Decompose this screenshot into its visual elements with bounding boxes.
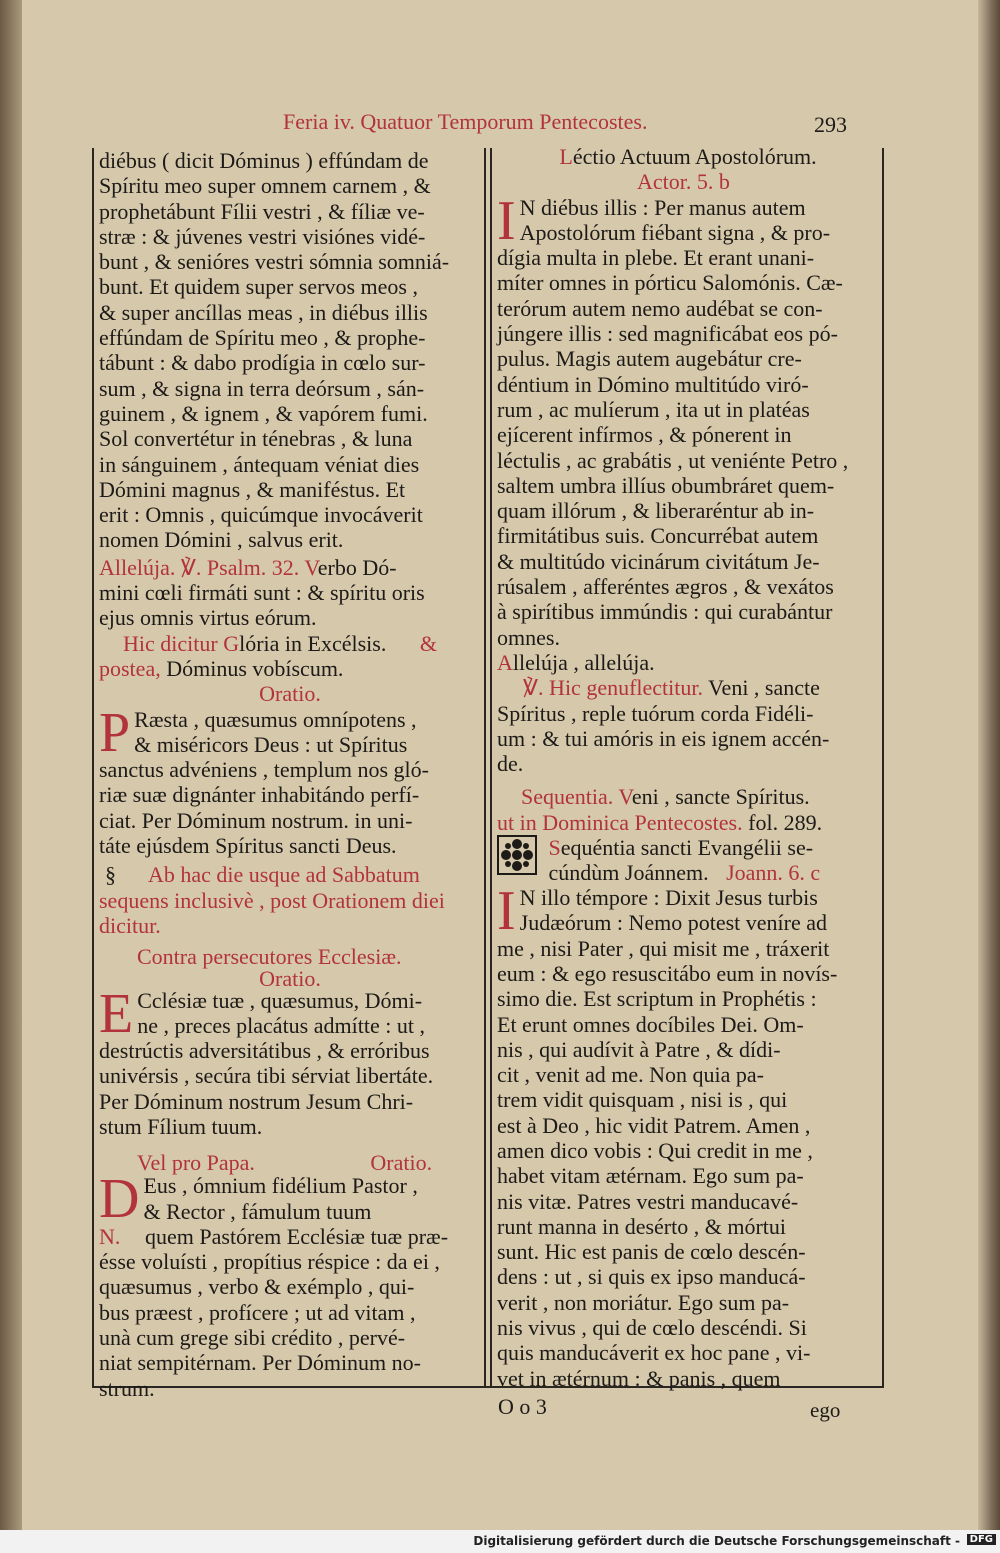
text-line: mini cœli firmáti sunt : & spíritu oris [99,580,425,606]
text-line: déntium in Dómino multitúdo viró- [497,371,809,397]
actor-reference: Actor. 5. b [637,169,730,195]
text-line: amen dico vobis : Qui credit in me , [497,1137,813,1163]
papa-heading-line [99,1150,481,1176]
text-line: est à Deo , hic vidit Patrem. Amen , [497,1112,811,1138]
text-line: runt manna in desérto , & mórtui [497,1213,786,1239]
text-line: bus præest , profícere ; ut ad vitam , [99,1299,416,1325]
gloria-ampersand: & [419,630,437,656]
papa-n-mark: N. [99,1223,121,1249]
dominica-rubric: ut in Dominica Pentecostes. [497,809,743,835]
text-line: Cclésiæ tuæ , quæsumus, Dómi- [137,987,423,1013]
genuflect-rubric: ℣. Hic genuflectitur. [523,675,703,701]
text-line: unà cum grege sibi crédito , pervé- [99,1325,406,1351]
text-line: à spirítibus immúndis : qui curabántur [497,599,833,625]
papa-oratio-heading: Oratio. [370,1150,433,1176]
text-line: sanctus advéniens , templum nos gló- [99,757,429,783]
evangelii-block [497,880,879,1391]
text-line: quem Pastórem Ecclésiæ tuæ præ- [145,1223,449,1249]
text-line: eum : & ego resuscitábo eum in novís- [497,960,838,986]
text-line: bunt , & senióres vestri sómnia somniá- [99,249,450,275]
evangelii-dropcap: I [497,880,516,943]
text-line: trem vidit quisquam , nisi is , qui [497,1087,788,1113]
text-line: de. [497,751,524,777]
gloria-text: lória in Excélsis. [239,630,387,656]
page-number: 293 [814,112,847,137]
text-line: sum , & signa in terra deórsum , sán- [99,375,425,401]
text-line: nis , qui audívit à Patre , & dídi- [497,1036,781,1062]
text-line: Apostolórum fiébant signa , & pro- [519,219,831,245]
running-header: Feria iv. Quatuor Temporum Pentecostes. [283,109,648,134]
text-line: rum , ac mulíerum , ita ut in platéas [497,396,810,422]
evangelii-initial: S [548,835,561,861]
page-edge [978,0,1000,1530]
text-line: destrúctis adversitátibus , & erróribus [99,1038,430,1064]
evangelii-joannem: cúndùm Joánnem. [548,860,709,886]
text-line: sunt. Hic est panis de cœlo descén- [497,1239,806,1265]
alleluia-line [497,650,879,675]
right-column [497,144,879,1391]
text-line: stum Fílium tuum. [99,1113,263,1139]
text-line: niat sempitérnam. Per Dóminum no- [99,1350,421,1376]
lectio-initial: L [559,144,573,169]
contra-oratio-heading: Oratio. [259,965,321,991]
credit-text: Digitalisierung gefördert durch die Deutsche Forschungsgemeinschaft - [473,1534,960,1548]
papa-block [99,1168,481,1401]
genuflect-line [497,675,879,700]
text-line: nis vitæ. Patres vestri manducavé- [497,1188,799,1214]
text-line: firmitátibus suis. Concurrébat autem [497,523,819,549]
center-rule-b [490,148,492,1386]
text-line: omnes. [497,624,560,650]
rubric-text: Ab hac die usque ad Sabbatum [148,862,420,888]
papa-heading: Vel pro Papa. [137,1150,255,1176]
evangelii-heading [497,835,879,885]
text-line: in sánguinem , ántequam véniat dies [99,451,420,477]
evangelii-line2 [549,860,821,885]
text-line: nis vivus , qui de cœlo descéndi. Si [497,1315,807,1341]
rubric-line [99,862,481,887]
gloria-rubric: Hic dicitur G [123,630,240,656]
lectio-heading [497,144,879,169]
text-line: Et erunt omnes docíbiles Dei. Om- [497,1011,804,1037]
section-mark: § [105,862,116,888]
alleluia-text: erbo Dó- [317,554,397,580]
center-rule-a [484,148,486,1386]
text-line: bunt. Et quidem super servos meos , [99,274,418,300]
text-line: Ræsta , quæsumus omnípotens , [134,706,417,732]
joel-passage [99,148,481,553]
text-line: univérsis , secúra tibi sérviat libertáte. [99,1063,434,1089]
genuflect-text: Veni , sancte [708,675,820,701]
text-line: N diébus illis : Per manus autem [519,194,806,220]
text-line: táte ejúsdem Spíritus sancti Deus. [99,833,397,859]
sequentia-line [497,784,879,809]
text-line: me , nisi Pater , qui misit me , tráxerit [497,935,830,961]
text-line: & multitúdo vicinárum civitátum Je- [497,548,820,574]
text-line: ciat. Per Dóminum nostrum. in uni- [99,807,413,833]
lectio-block [497,189,879,650]
text-line: cit , venit ad me. Non quia pa- [497,1062,764,1088]
text-line: Eus , ómnium fidélium Pastor , [143,1173,418,1199]
alleluia-line [99,555,481,580]
text-line: simo die. Est scriptum in Prophétis : [497,986,817,1012]
lectio-dropcap: I [497,189,516,252]
digitization-credit-bar [0,1530,1000,1553]
contra-dropcap: E [99,982,134,1045]
papa-n-line [99,1224,481,1249]
text-line: quis manducáverit ex hoc pane , vi- [497,1340,811,1366]
oratio-heading: Oratio. [259,681,321,707]
contra-heading: Contra persecutores Ecclesiæ. [137,944,402,970]
folio-reference: fol. 289. [748,809,823,835]
text-line: verit , non moriátur. Ego sum pa- [497,1289,790,1315]
catchword: ego [810,1398,841,1422]
oratio-dropcap: P [99,701,131,764]
text-line: terórum autem nemo audébat se con- [497,295,823,321]
versicle-psalm-ref: ℣. Psalm. 32. V [180,554,318,580]
text-line: ne , preces placátus admítte : ut , [137,1012,425,1038]
right-column-rule [882,148,884,1386]
papa-dropcap: D [99,1168,140,1231]
oratio-block [99,701,481,859]
rubric-text: sequens inclusivè , post Orationem diei [99,887,445,913]
left-column [99,148,481,1401]
text-line: Sol convertétur in ténebras , & luna [99,426,413,452]
text-line: léctulis , ac grabátis , ut veniénte Petro , [497,447,849,473]
text-line: pulus. Magis autem augebátur cre- [497,346,802,372]
dominica-line [497,810,879,835]
text-line: júngere illis : sed magnificábat eos pó- [497,321,838,347]
text-line: & super ancíllas meas , in diébus illis [99,299,428,325]
rubric-text: dicitur. [99,912,161,938]
text-line: & Rector , fámulum tuum [143,1198,372,1224]
text-line: rúsalem , afferéntes ægros , & vexátos [497,574,834,600]
text-line: míter omnes in pórticu Salomónis. Cæ- [497,270,843,296]
text-line: strum. [99,1375,155,1401]
sequentia-rubric: Sequentia. [521,784,614,810]
alleluia-rubric: Allelúja. [99,554,176,580]
text-line: dígia multa in plebe. Et erant unani- [497,245,815,271]
fleuron-ornament-icon [497,835,537,875]
text-line: guinem , & ignem , & vapórem fumi. [99,400,428,426]
text-line: diébus ( dicit Dóminus ) effúndam de [99,148,429,173]
text-line: & miséricors Deus : ut Spíritus [134,731,408,757]
text-line: ejus omnis virtus eórum. [99,605,317,631]
text-line: effúndam de Spíritu meo , & prophe- [99,325,426,351]
evangelii-title [549,835,821,860]
text-line: quam illórum , & liberaréntur ab in- [497,498,815,524]
gloria-rubric-line [99,631,481,656]
text-line: prophetábunt Fílii vestri , & fíliæ ve- [99,198,425,224]
postea-text: Dóminus vobíscum. [166,655,344,681]
evangelii-text: equéntia sancti Evangélii se- [560,835,814,861]
text-line: riæ suæ dignánter inhabitándo perfí- [99,782,420,808]
text-line: um : & tui amóris in eis ignem accén- [497,725,830,751]
text-line: dens : ut , si quis ex ipso manducá- [497,1264,806,1290]
text-line: erit : Omnis , quicúmque invocáverit [99,502,423,528]
text-line: habet vitam ætérnam. Ego sum pa- [497,1163,804,1189]
text-line: quæsumus , verbo & exémplo , qui- [99,1274,415,1300]
left-column-rule [92,148,94,1386]
text-line: tábunt : & dabo prodígia in cœlo sur- [99,350,426,376]
lectio-title: éctio Actuum Apostolórum. [572,144,817,169]
postea-rubric: postea, [99,655,161,681]
text-line: Dómini magnus , & maniféstus. Et [99,476,406,502]
contra-block [99,982,481,1140]
postea-line [99,656,481,681]
alleluia-initial: A [497,649,513,675]
sequentia-initial: V [618,784,632,810]
text-line: ejícerent infírmos , & pónerent in [497,422,792,448]
text-line: vet in ætérnum : & panis , quem [497,1365,781,1391]
joann-reference: Joann. 6. c [726,860,821,886]
book-binding [0,0,22,1530]
signature-mark: O o 3 [498,1394,547,1419]
text-line: saltem umbra illíus obumbráret quem- [497,472,835,498]
dfg-logo: DFG [967,1534,996,1545]
alleluia-text: llelúja , allelúja. [512,649,655,675]
text-line: Spíritus , reple tuórum corda Fidéli- [497,700,814,726]
text-line: Spíritu meo super omnem carnem , & [99,173,431,199]
text-line: stræ : & júvenes vestri visiónes vidé- [99,223,426,249]
text-line: N illo témpore : Dixit Jesus turbis [519,885,818,911]
text-line: ésse voluísti , propítius réspice : da ei , [99,1249,440,1275]
text-line: Per Dóminum nostrum Jesum Chri- [99,1088,414,1114]
text-line: Judæórum : Nemo potest veníre ad [519,910,827,936]
sequentia-text: eni , sancte Spíritus. [631,784,810,810]
text-line: nomen Dómini , salvus erit. [99,527,344,553]
